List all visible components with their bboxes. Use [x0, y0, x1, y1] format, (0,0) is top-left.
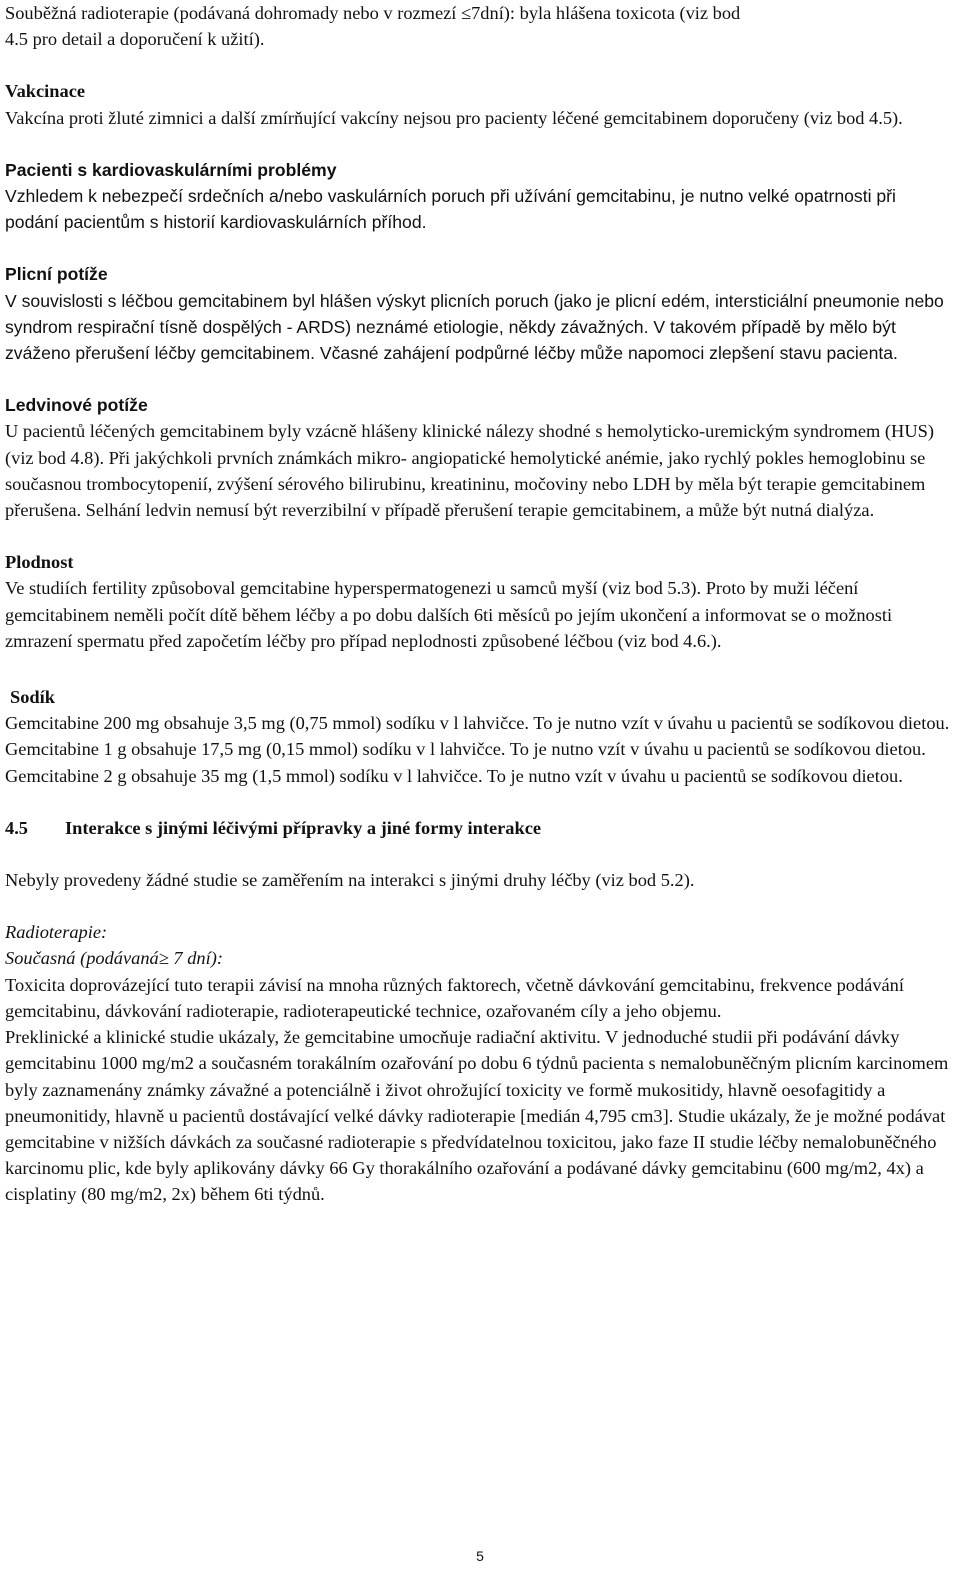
section-ledvinove	[5, 392, 950, 523]
ledvinove-heading: Ledvinové potíže	[5, 395, 148, 416]
radio-heading: Radioterapie:	[5, 922, 108, 943]
section-4-5-heading	[5, 815, 950, 841]
section-vakcinace	[5, 78, 950, 130]
section-sodik	[5, 684, 950, 789]
plodnost-text: Ve studiích fertility způsoboval gemcitabine hyperspermatogenezi u samců myší (viz bod 5.3). Proto by muži léčení gemcitabinem neměli počít dítě během léčby a po dobu dalších 6ti měsíců po jejím ukončení a informovat se o možnosti zmrazení spermatu před započetím léčby pro případ neplodnosti způsobené léčbou (viz bod 4.6.).	[5, 578, 893, 651]
radio-subheading: Současná (podávaná≥ 7 dní):	[5, 948, 223, 969]
section-4-5-text: Nebyly provedeny žádné studie se zaměřením na interakci s jinými druhy léčby (viz bod 5.2).	[5, 870, 695, 891]
vakcinace-text: Vakcína proti žluté zimnici a další zmírňující vakcíny nejsou pro pacienty léčené gemcitabinem doporučeny (viz bod 4.5).	[5, 107, 903, 128]
section-plicni	[5, 261, 950, 366]
document-page	[5, 0, 950, 1585]
section-4-5-title: Interakce s jinými léčivými přípravky a jiné formy interakce	[65, 817, 542, 838]
intro-block	[5, 0, 950, 52]
section-4-5-number: 4.5	[5, 817, 28, 838]
section-radioterapie	[5, 919, 950, 1207]
intro-line-1: Souběžná radioterapie (podávaná dohromady nebo v rozmezí ≤7dní): byla hlášena toxicota (viz bod	[5, 3, 741, 23]
page-number: 5	[476, 1548, 484, 1564]
sodik-heading: Sodík	[10, 687, 55, 708]
kardio-text: Vzhledem k nebezpečí srdečních a/nebo vaskulárních poruch při užívání gemcitabinu, je nutno velké opatrnosti při podání pacientům s historií kardiovaskulárních příhod.	[5, 186, 896, 233]
radio-paragraph-1: Toxicita doprovázející tuto terapii závisí na mnoha různých faktorech, včetně dávkování gemcitabinu, frekvence podávání gemcitabinu, dávkování radioterapie, radioterapeutické technice, ozařovaném cíly a jeho objemu.	[5, 974, 904, 1021]
sodik-line-200mg: Gemcitabine 200 mg obsahuje 3,5 mg (0,75 mmol) sodíku v l lahvičce. To je nutno vzít v úvahu u pacientů se sodíkovou dietou.	[5, 713, 950, 734]
kardio-heading: Pacienti s kardiovaskulárními problémy	[5, 159, 337, 180]
plodnost-heading: Plodnost	[5, 552, 74, 573]
section-kardio	[5, 157, 950, 236]
sodik-line-1g: Gemcitabine 1 g obsahuje 17,5 mg (0,15 mmol) sodíku v l lahvičce. To je nutno vzít v úvahu u pacientů se sodíkovou dietou.	[5, 739, 926, 760]
vakcinace-heading: Vakcinace	[5, 81, 86, 102]
section-4-5-body	[5, 867, 950, 893]
sodik-line-2g: Gemcitabine 2 g obsahuje 35 mg (1,5 mmol) sodíku v l lahvičce. To je nutno vzít v úvahu u pacientů se sodíkovou dietou.	[5, 765, 903, 786]
section-plodnost	[5, 549, 950, 654]
intro-line-2: 4.5 pro detail a doporučení k užití).	[5, 29, 265, 50]
ledvinove-text: U pacientů léčených gemcitabinem byly vzácně hlášeny klinické nálezy shodné s hemolyticko-uremickým syndromem (HUS) (viz bod 4.8). Při jakýchkoli prvních známkách mikro- angiopatické hemolytické anémie, jako rychlý pokles hemoglobinu se současnou trombocytopenií, zvýšení sérového bilirubinu, kreatininu, močoviny nebo LDH by měla být terapie gemcitabinem přerušena. Selhání ledvin nemusí být reverzibilní v případě přerušení terapie gemcitabinem, a může být nutná dialýza.	[5, 421, 934, 521]
plicni-text: V souvislosti s léčbou gemcitabinem byl hlášen výskyt plicních poruch (jako je plicní edém, intersticiální pneumonie nebo syndrom respirační tísně dospělých - ARDS) neznámé etiologie, někdy závažných. V takovém případě by mělo být zváženo přerušení léčby gemcitabinem. Včasné zahájení podpůrné léčby může napomoci zlepšení stavu pacienta.	[5, 290, 944, 364]
plicni-heading: Plicní potíže	[5, 264, 108, 285]
radio-paragraph-2: Preklinické a klinické studie ukázaly, že gemcitabine umocňuje radiační aktivitu. V jednoduché studii při podávání dávky gemcitabinu 1000 mg/m2 a současném torakálním ozařování po dobu 6 týdnů pacienta s nemalobuněčným plicním karcinomem byly zaznamenány známky závažné a potenciálně i život ohrožující toxicity ve formě mukositidy, hlavně oesofagitidy a pneumonitidy, hlavně u pacientů dostávající velké dávky radioterapie [medián 4,795 cm3]. Studie ukázaly, že je možné podávat gemcitabine v nižších dávkách za současné radioterapie s předvídatelnou toxicitou, jako faze II studie léčby nemalobuněčného karcinomu plic, kde byly aplikovány dávky 66 Gy thorakálního ozařování a podávané dávky gemcitabinu (600 mg/m2, 4x) a cisplatiny (80 mg/m2, 2x) během 6ti týdnů.	[5, 1027, 949, 1205]
